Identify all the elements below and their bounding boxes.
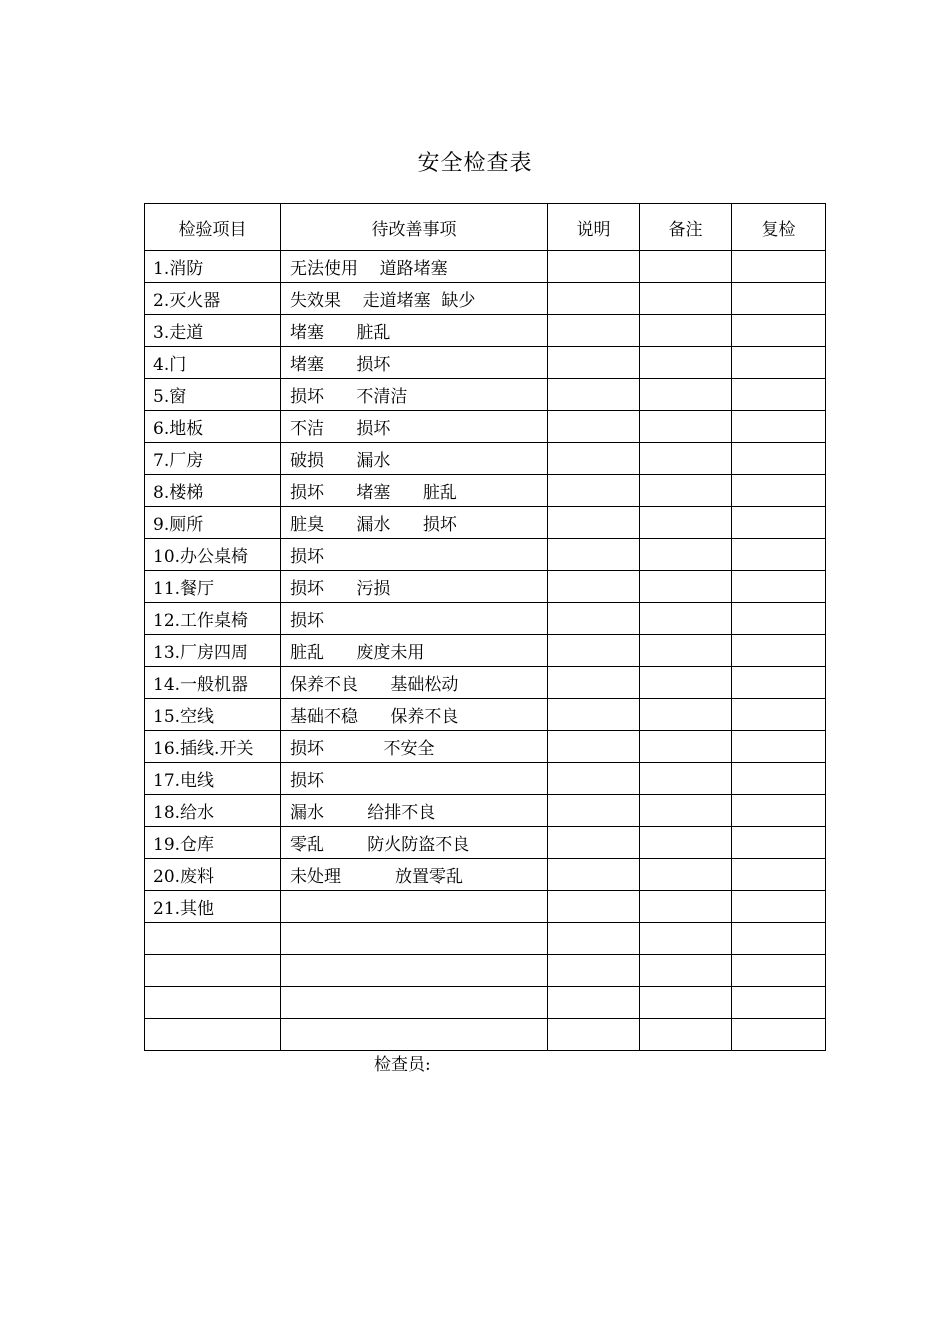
inspection-item-cell: 19.仓库 <box>145 827 281 859</box>
explanation-cell <box>548 379 640 411</box>
explanation-cell <box>548 571 640 603</box>
inspection-item-cell: 20.废料 <box>145 859 281 891</box>
explanation-cell <box>548 507 640 539</box>
explanation-cell <box>548 443 640 475</box>
remarks-cell <box>640 379 732 411</box>
issues-cell: 不洁 损坏 <box>281 411 548 443</box>
recheck-cell <box>732 603 826 635</box>
issues-cell: 脏臭 漏水 损坏 <box>281 507 548 539</box>
issues-cell: 堵塞 损坏 <box>281 347 548 379</box>
explanation-cell <box>548 1019 640 1051</box>
remarks-cell <box>640 763 732 795</box>
explanation-cell <box>548 795 640 827</box>
table-row <box>145 539 826 571</box>
inspection-item-cell: 9.厕所 <box>145 507 281 539</box>
inspection-item-cell: 21.其他 <box>145 891 281 923</box>
remarks-cell <box>640 987 732 1019</box>
issues-cell <box>281 891 548 923</box>
remarks-cell <box>640 251 732 283</box>
explanation-cell <box>548 347 640 379</box>
explanation-cell <box>548 827 640 859</box>
inspection-table <box>144 203 826 1051</box>
explanation-cell <box>548 987 640 1019</box>
inspection-item-cell: 11.餐厅 <box>145 571 281 603</box>
remarks-cell <box>640 539 732 571</box>
inspector-signature-label: 检查员: <box>374 1055 431 1075</box>
explanation-cell <box>548 635 640 667</box>
table-row <box>145 443 826 475</box>
recheck-cell <box>732 923 826 955</box>
inspection-item-cell: 15.空线 <box>145 699 281 731</box>
explanation-cell <box>548 859 640 891</box>
inspection-item-cell: 3.走道 <box>145 315 281 347</box>
table-row <box>145 411 826 443</box>
remarks-cell <box>640 1019 732 1051</box>
table-row <box>145 571 826 603</box>
remarks-cell <box>640 795 732 827</box>
remarks-cell <box>640 891 732 923</box>
inspection-item-cell: 6.地板 <box>145 411 281 443</box>
table-row <box>145 987 826 1019</box>
recheck-cell <box>732 283 826 315</box>
issues-cell: 损坏 不安全 <box>281 731 548 763</box>
table-row <box>145 763 826 795</box>
table-row <box>145 923 826 955</box>
issues-cell: 损坏 <box>281 763 548 795</box>
issues-cell: 损坏 <box>281 539 548 571</box>
remarks-cell <box>640 315 732 347</box>
recheck-cell <box>732 667 826 699</box>
remarks-cell <box>640 699 732 731</box>
issues-cell <box>281 1019 548 1051</box>
explanation-cell <box>548 955 640 987</box>
issues-cell: 脏乱 废度未用 <box>281 635 548 667</box>
inspection-item-cell: 4.门 <box>145 347 281 379</box>
header-remarks: 备注 <box>640 204 732 251</box>
recheck-cell <box>732 795 826 827</box>
explanation-cell <box>548 923 640 955</box>
recheck-cell <box>732 539 826 571</box>
inspection-item-cell: 17.电线 <box>145 763 281 795</box>
explanation-cell <box>548 731 640 763</box>
inspection-item-cell: 1.消防 <box>145 251 281 283</box>
table-row <box>145 379 826 411</box>
inspection-item-cell: 18.给水 <box>145 795 281 827</box>
recheck-cell <box>732 1019 826 1051</box>
table-row <box>145 795 826 827</box>
inspection-item-cell <box>145 955 281 987</box>
inspection-item-cell: 8.楼梯 <box>145 475 281 507</box>
explanation-cell <box>548 539 640 571</box>
remarks-cell <box>640 603 732 635</box>
explanation-cell <box>548 411 640 443</box>
table-row <box>145 859 826 891</box>
issues-cell: 损坏 污损 <box>281 571 548 603</box>
table-row <box>145 283 826 315</box>
remarks-cell <box>640 955 732 987</box>
remarks-cell <box>640 571 732 603</box>
recheck-cell <box>732 379 826 411</box>
table-row <box>145 827 826 859</box>
document-title: 安全检查表 <box>417 151 533 176</box>
table-row <box>145 475 826 507</box>
recheck-cell <box>732 443 826 475</box>
recheck-cell <box>732 987 826 1019</box>
table-row <box>145 347 826 379</box>
table-body <box>145 251 826 1051</box>
inspection-item-cell: 2.灭火器 <box>145 283 281 315</box>
explanation-cell <box>548 603 640 635</box>
explanation-cell <box>548 891 640 923</box>
remarks-cell <box>640 859 732 891</box>
header-explanation: 说明 <box>548 204 640 251</box>
explanation-cell <box>548 667 640 699</box>
recheck-cell <box>732 891 826 923</box>
explanation-cell <box>548 315 640 347</box>
recheck-cell <box>732 699 826 731</box>
issues-cell: 堵塞 脏乱 <box>281 315 548 347</box>
inspection-item-cell: 10.办公桌椅 <box>145 539 281 571</box>
inspection-item-cell <box>145 987 281 1019</box>
issues-cell: 破损 漏水 <box>281 443 548 475</box>
table-row <box>145 635 826 667</box>
remarks-cell <box>640 443 732 475</box>
remarks-cell <box>640 475 732 507</box>
table-row <box>145 1019 826 1051</box>
inspection-item-cell: 7.厂房 <box>145 443 281 475</box>
recheck-cell <box>732 955 826 987</box>
recheck-cell <box>732 411 826 443</box>
header-inspection-item: 检验项目 <box>145 204 281 251</box>
table-header-row <box>145 204 826 251</box>
issues-cell: 损坏 不清洁 <box>281 379 548 411</box>
recheck-cell <box>732 315 826 347</box>
issues-cell: 未处理 放置零乱 <box>281 859 548 891</box>
remarks-cell <box>640 827 732 859</box>
recheck-cell <box>732 859 826 891</box>
issues-cell: 零乱 防火防盗不良 <box>281 827 548 859</box>
remarks-cell <box>640 507 732 539</box>
explanation-cell <box>548 763 640 795</box>
issues-cell: 保养不良 基础松动 <box>281 667 548 699</box>
inspection-item-cell: 5.窗 <box>145 379 281 411</box>
header-recheck: 复检 <box>732 204 826 251</box>
recheck-cell <box>732 827 826 859</box>
recheck-cell <box>732 763 826 795</box>
issues-cell: 无法使用 道路堵塞 <box>281 251 548 283</box>
issues-cell: 失效果 走道堵塞 缺少 <box>281 283 548 315</box>
remarks-cell <box>640 283 732 315</box>
table-row <box>145 891 826 923</box>
recheck-cell <box>732 475 826 507</box>
table-row <box>145 731 826 763</box>
table-row <box>145 507 826 539</box>
remarks-cell <box>640 923 732 955</box>
issues-cell <box>281 987 548 1019</box>
table-row <box>145 315 826 347</box>
remarks-cell <box>640 667 732 699</box>
table-row <box>145 955 826 987</box>
remarks-cell <box>640 635 732 667</box>
inspection-item-cell: 12.工作桌椅 <box>145 603 281 635</box>
explanation-cell <box>548 475 640 507</box>
issues-cell <box>281 955 548 987</box>
inspection-item-cell: 13.厂房四周 <box>145 635 281 667</box>
issues-cell: 损坏 堵塞 脏乱 <box>281 475 548 507</box>
issues-cell: 损坏 <box>281 603 548 635</box>
recheck-cell <box>732 635 826 667</box>
remarks-cell <box>640 411 732 443</box>
recheck-cell <box>732 731 826 763</box>
remarks-cell <box>640 731 732 763</box>
header-issues-to-improve: 待改善事项 <box>281 204 548 251</box>
inspection-item-cell: 14.一般机器 <box>145 667 281 699</box>
table-row <box>145 667 826 699</box>
inspection-item-cell <box>145 1019 281 1051</box>
recheck-cell <box>732 507 826 539</box>
table-row <box>145 603 826 635</box>
issues-cell <box>281 923 548 955</box>
explanation-cell <box>548 251 640 283</box>
remarks-cell <box>640 347 732 379</box>
explanation-cell <box>548 283 640 315</box>
issues-cell: 基础不稳 保养不良 <box>281 699 548 731</box>
explanation-cell <box>548 699 640 731</box>
table-row <box>145 251 826 283</box>
recheck-cell <box>732 251 826 283</box>
recheck-cell <box>732 347 826 379</box>
issues-cell: 漏水 给排不良 <box>281 795 548 827</box>
table-row <box>145 699 826 731</box>
inspection-item-cell: 16.插线.开关 <box>145 731 281 763</box>
recheck-cell <box>732 571 826 603</box>
inspection-item-cell <box>145 923 281 955</box>
